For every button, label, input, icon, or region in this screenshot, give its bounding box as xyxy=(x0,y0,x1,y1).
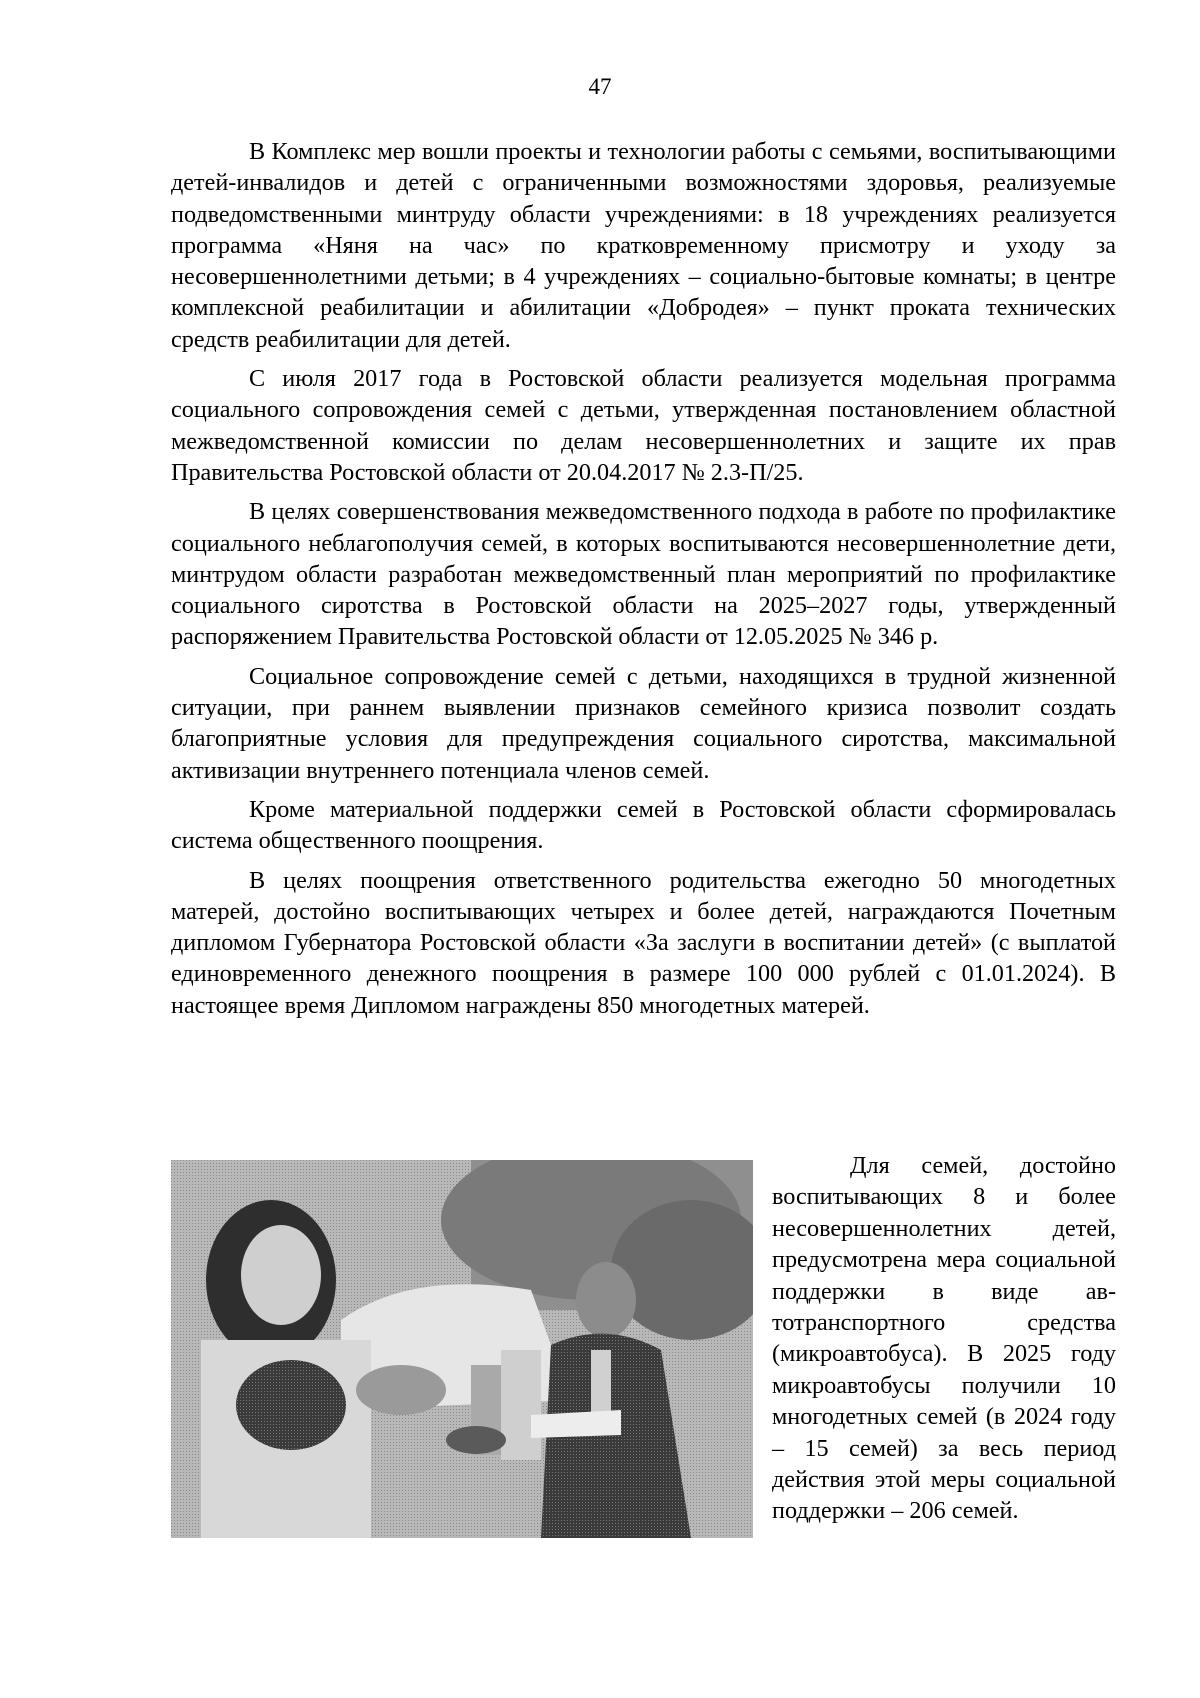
paragraph: В Комплекс мер вошли проекты и технологии работы с семьями, воспитывающими детей-инвалидов и детей с ограниченными возможностями здоровья, реализуемые подведомственными минтруду области учреждениями: в 18 учреждениях реализуется программа «Няня на час» по кратковременному присмотру и уходу за несовершеннолетними детьми; в 4 учреждениях – социально-бытовые комнаты; в центре комплексной реабилитации и абилитации «Добродея» – пункт проката технических средств реабилитации для детей. xyxy=(171,138,1116,353)
side-paragraph-text: Для семей, достойно воспитывающих 8 и более несовершеннолетних детей, предусмотрена мера социальной поддержки в виде автотранспортного средства (микроавтобуса). В 2025 году микроавтобусы получили 10 многодетных семей (в 2024 году – 15 семей) за весь период действия этой меры социальной поддержки – 206 семей. xyxy=(772,1152,1116,1525)
body-text xyxy=(171,136,1116,1021)
award-ceremony-photo xyxy=(171,1160,753,1538)
photo-illustration xyxy=(171,1160,753,1538)
side-paragraph xyxy=(772,1150,1116,1527)
paragraph: В целях совершенствования межведомственного подхода в работе по профилактике социального неблагополучия семей, в которых воспитываются несовершеннолетние дети, минтрудом области разработан межведомственный план мероприятий по профилактике социального сиротства в Ростовской области на 2025–2027 годы, утвержденный распоряжением Правительства Ростовской области от 12.05.2025 № 346 р. xyxy=(171,498,1116,651)
side-text xyxy=(772,1150,1116,1527)
paragraph: Социальное сопровождение семей с детьми, находящихся в трудной жизненной ситуации, при раннем выявлении признаков семейного кризиса позволит создать благоприятные условия для предупреждения социального сиротства, максимальной активизации внутреннего потенциала членов семей. xyxy=(171,662,1116,784)
paragraph: Кроме материальной поддержки семей в Ростовской области сформировалась система общественного поощрения. xyxy=(171,795,1116,855)
paragraph: С июля 2017 года в Ростовской области реализуется модельная программа социального сопровождения семей с детьми, утвержденная постановлением областной межведомственной комиссии по делам несовершеннолетних и защите их прав Правительства Ростовской области от 20.04.2017 № 2.3-П/25. xyxy=(171,365,1116,486)
page-number: 47 xyxy=(588,74,612,99)
paragraph: В целях поощрения ответственного родительства ежегодно 50 многодетных матерей, достойно воспитывающих четырех и более детей, награждаются Почетным дипломом Губернатора Ростовской области «За заслуги в воспитании детей» (с выплатой единовременного денежного поощрения в размере 100 000 рублей с 01.01.2024). В настоящее время Дипломом награждены 850 многодетных матерей. xyxy=(171,866,1116,1019)
